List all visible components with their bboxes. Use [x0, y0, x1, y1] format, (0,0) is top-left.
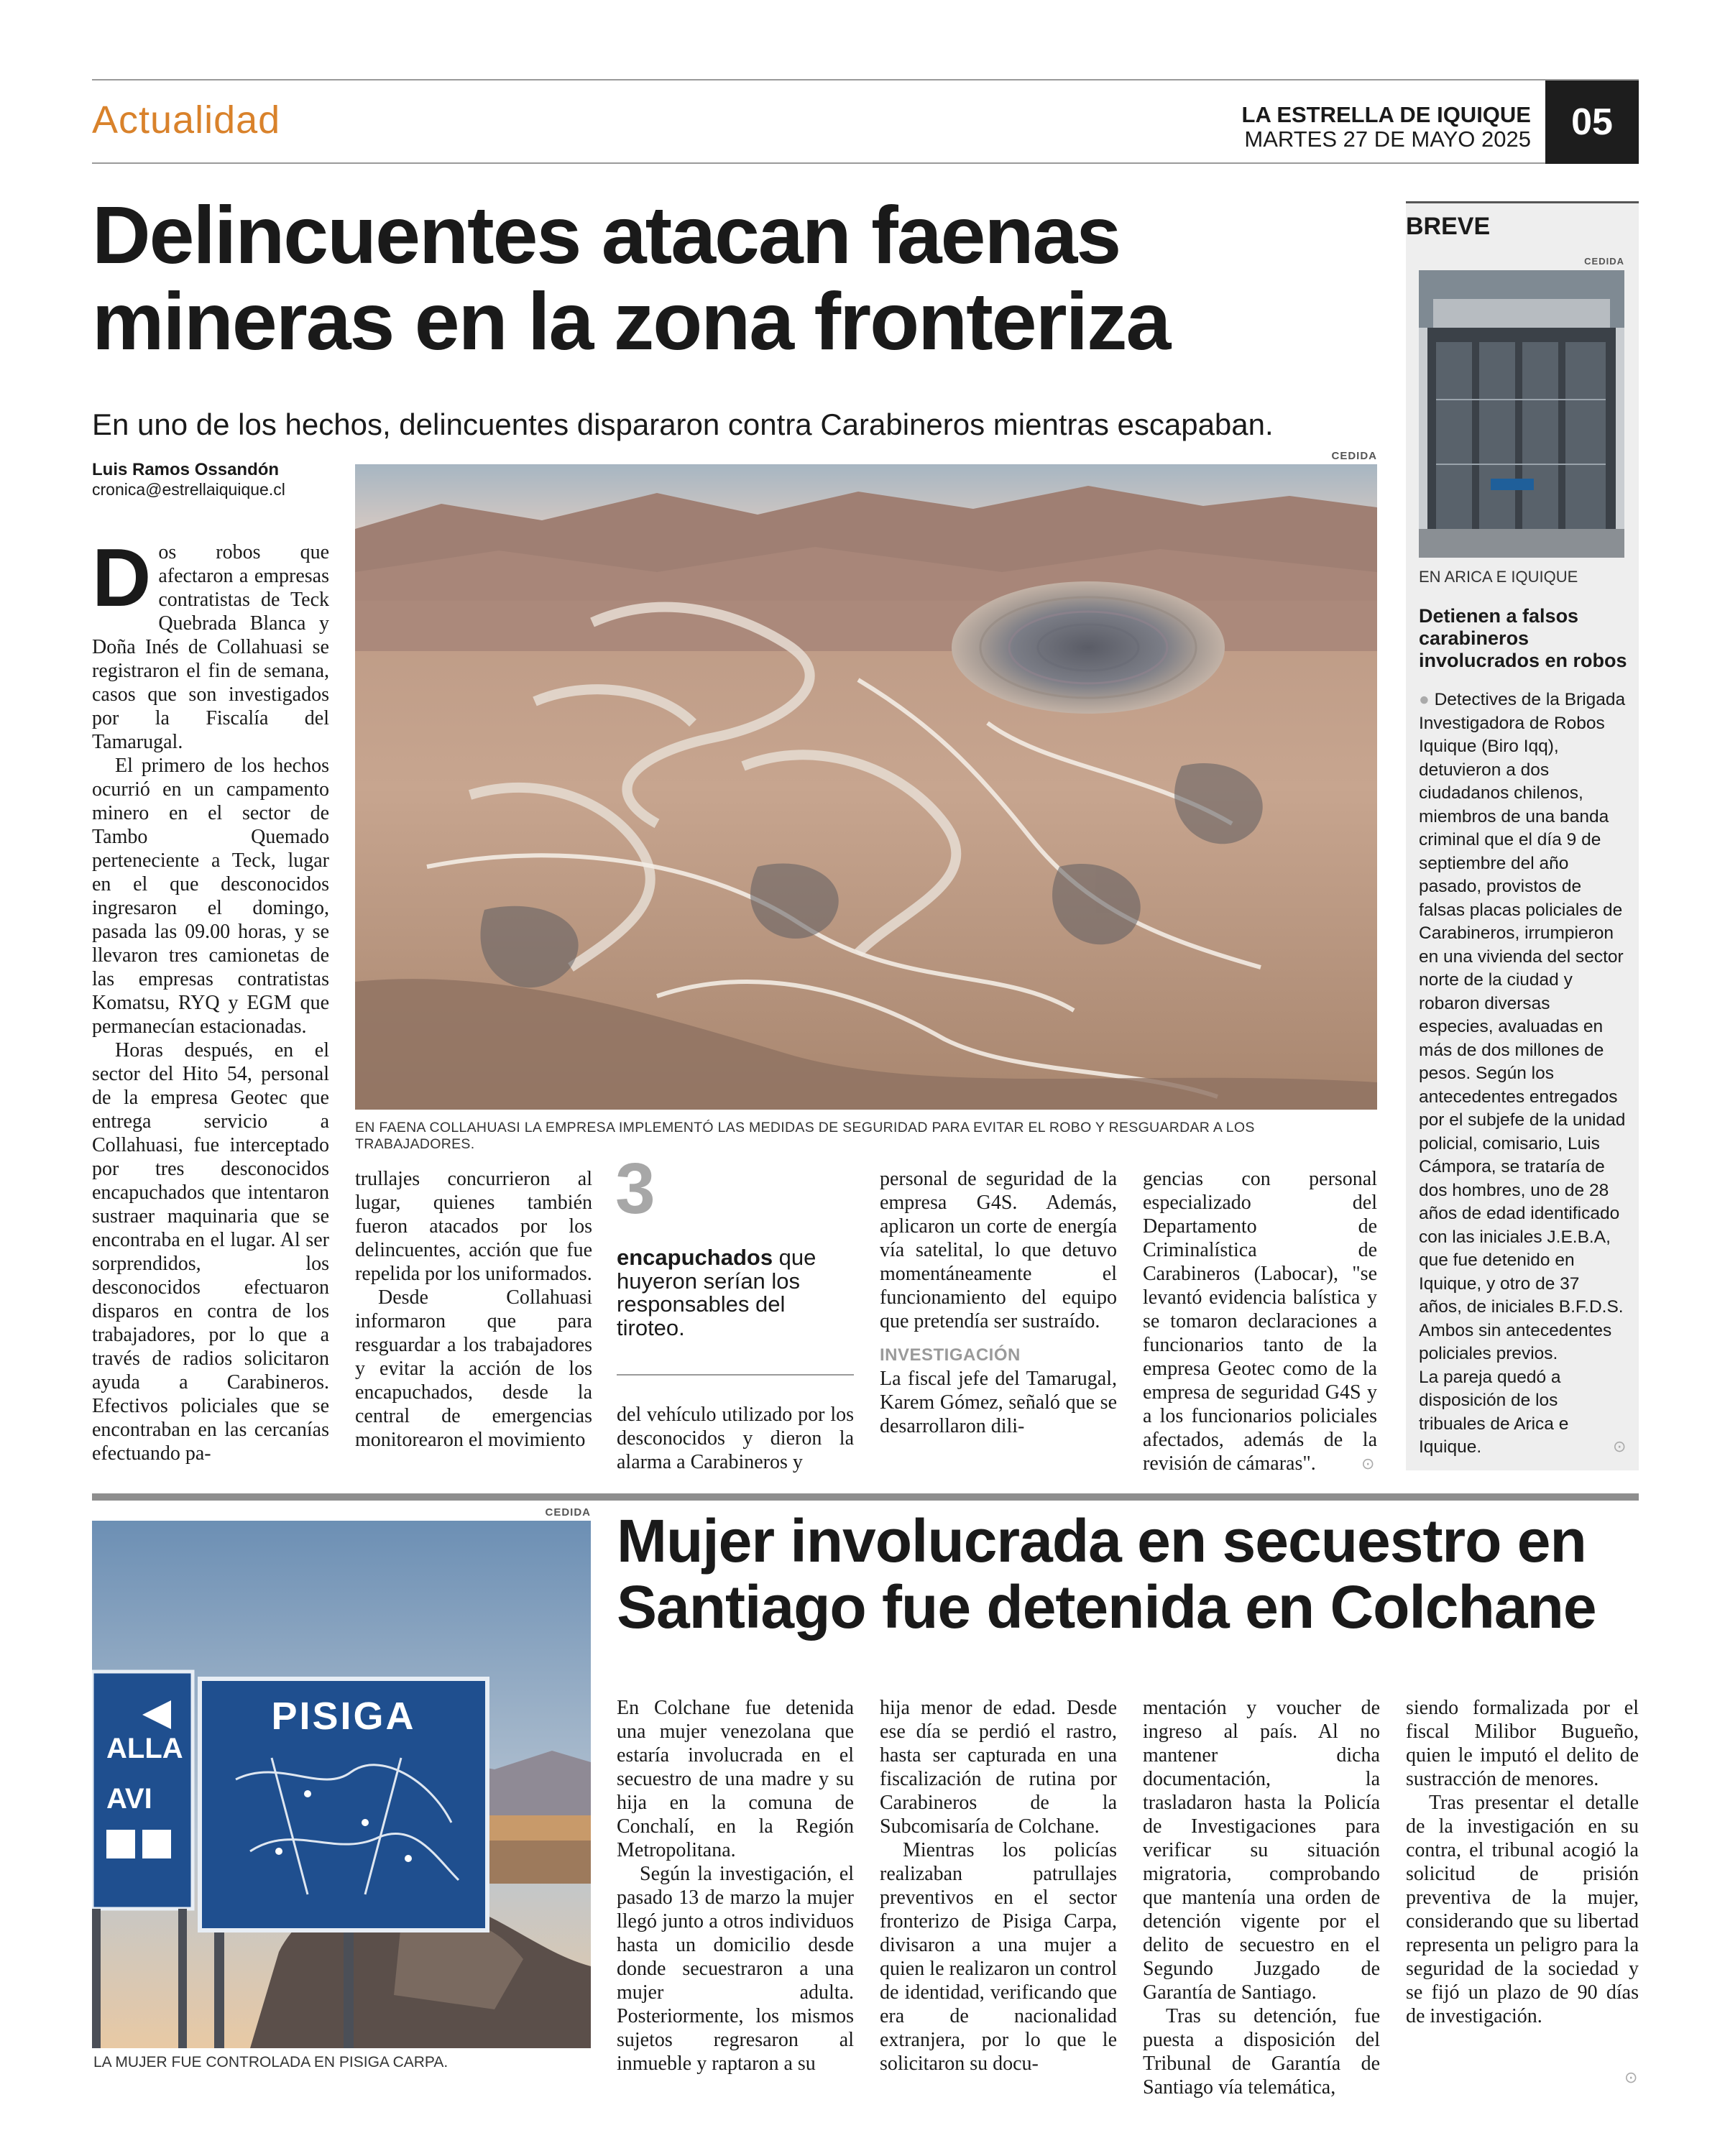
- pull-quote: [617, 1246, 854, 1340]
- breve-title: BREVE: [1406, 213, 1491, 240]
- story-divider: [92, 1493, 1639, 1501]
- story2-column-1: [617, 1696, 854, 2076]
- story2-end-icon: ⊙: [1624, 2068, 1638, 2086]
- story2-column-4: [1406, 1696, 1639, 2028]
- sidebar-headline: Detienen a falsos carabineros involucrados en robos: [1419, 605, 1627, 671]
- sidebar-end-icon: ⊙: [1613, 1437, 1627, 1455]
- sidebar-body-text: Detectives de la Brigada Investigadora de Robos Iquique (Biro Iqq), detuvieron a dos ciudadanos chilenos, miembros de una banda criminal que el día 9 de septiembre del año pasado, provistos de falsas placas policiales de Carabineros, irrumpieron en una vivienda del sector norte de la ciudad y robaron diversas especies, avaluadas en más de dos millones de pesos. Según los antecedentes entregados por el subjefe de la unidad policial, comisario, Luis Cámpora, se trataría de dos hombres, uno de 28 años de edad identificado con las iniciales J.E.B.A, que fue detenido en Iquique, y otro de 37 años, de iniciales B.F.D.S. Ambos sin antecedentes policiales previos.: [1419, 690, 1626, 1363]
- byline-email: cronica@estrellaiquique.cl: [92, 480, 285, 499]
- story2-paragraph-1: En Colchane fue detenida una mujer venezolana que estaría involucrada en el secuestro de una madre y su hija en la comuna de Conchalí, en la Región Metropolitana.: [617, 1697, 854, 1861]
- story1-end-icon: ⊙: [1361, 1455, 1375, 1473]
- story2-column-2: [880, 1696, 1117, 2076]
- section-label: Actualidad: [92, 98, 281, 142]
- story2-headline-line2: Santiago fue detenida en Colchane: [617, 1573, 1596, 1641]
- top-rule: [92, 79, 1639, 80]
- sidebar-body: [1419, 688, 1627, 1460]
- pull-quote-rule: [617, 1374, 854, 1376]
- page-number: 05: [1545, 80, 1639, 164]
- sign-side-label-2: AVI: [106, 1783, 152, 1815]
- story2-paragraph-8: Tras presentar el detalle de la investigación en su contra, el tribunal acogió la solicitud de prisión preventiva de la mujer, considerando que su libertad representa un peligro para la seguridad de la sociedad y se fijó un plazo de 90 días de investigación.: [1406, 1792, 1639, 2027]
- subheadline: En uno de los hechos, delincuentes dispararon contra Carabineros mientras escapaban.: [92, 407, 1274, 441]
- story1-paragraph-1: os robos que afectaron a empresas contratistas de Teck Quebrada Blanca y Doña Inés de Collahuasi se registraron el fin de semana, casos que son investigados por la Fiscalía del Tamarugal.: [92, 541, 329, 753]
- story1-paragraph-4: trullajes concurrieron al lugar, quienes también fueron atacados por los delincuentes, acción que fue repelida por los uniformados.: [355, 1168, 592, 1285]
- building-photo: [1419, 270, 1624, 558]
- mine-photo-credit: CEDIDA: [1331, 450, 1377, 462]
- story1-paragraph-5: Desde Collahuasi informaron que para resguardar a los trabajadores y evitar la acción de los encapuchados, desde la central de emergencias monitorearon el movimiento: [355, 1286, 592, 1451]
- story2-paragraph-2: Según la investigación, el pasado 13 de marzo la mujer llegó junto a otros individuos hasta un domicilio desde donde secuestraron a una mujer adulta. Posteriormente, los mismos sujetos regresaron al inmueble y raptaron a su: [617, 1863, 854, 2075]
- story2-paragraph-4: Mientras los policías realizaban patrullajes preventivos en el sector fronterizo de Pisiga Carpa, divisaron a una mujer a quien le realizaron un control de identidad, verificando que era de nacionalidad extranjera, por lo que le solicitaron su docu-: [880, 1839, 1117, 2075]
- pisiga-sign-photo: [92, 1521, 591, 2048]
- story2-headline: [617, 1508, 1637, 1641]
- story1-paragraph-6: del vehículo utilizado por los desconocidos y dieron la alarma a Carabineros y: [617, 1404, 854, 1473]
- main-headline-line1: Delincuentes atacan faenas: [92, 190, 1121, 280]
- story1-paragraph-7: personal de seguridad de la empresa G4S. Además, aplicaron un corte de energía vía satelital, lo que detuvo momentáneamente el funcionamiento del equipo que pretendía ser sustraído.: [880, 1168, 1117, 1332]
- dropcap: D: [92, 533, 152, 624]
- sidebar-photo-credit: CEDIDA: [1584, 256, 1624, 267]
- investigation-subtitle: INVESTIGACIÓN: [880, 1345, 1021, 1365]
- story2-paragraph-7: siendo formalizada por el fiscal Milibor Bugueño, quien le imputó el delito de sustracción de menores.: [1406, 1697, 1639, 1790]
- story1-paragraph-9: gencias con personal especializado del Departamento de Criminalística de Carabineros (Labocar), "se levantó evidencia balística y se tomaron declaraciones a funcionarios tanto de la empresa Geotec como de la empresa de seguridad G4S y a los funcionarios policiales afectados, además de la revisión de cámaras".: [1143, 1168, 1377, 1475]
- building-illustration: [1419, 270, 1624, 558]
- newspaper-name: LA ESTRELLA DE IQUIQUE: [1241, 102, 1531, 127]
- story1-column-3-bottom: [617, 1403, 854, 1474]
- main-headline: [92, 190, 1285, 367]
- sign-side-label: ALLA: [106, 1733, 183, 1764]
- mine-aerial-photo: [355, 464, 1377, 1110]
- colchane-photo-credit: CEDIDA: [545, 1506, 591, 1519]
- story1-column-2: [355, 1167, 592, 1452]
- story2-headline-line1: Mujer involucrada en secuestro en: [617, 1507, 1586, 1575]
- colchane-photo-caption: LA MUJER FUE CONTROLADA EN PISIGA CARPA.: [93, 2054, 448, 2070]
- story2-paragraph-6: Tras su detención, fue puesta a disposición del Tribunal de Garantía de Santiago vía telemática,: [1143, 2005, 1380, 2099]
- story1-column-5: [1143, 1167, 1377, 1475]
- sidebar-location: EN ARICA E IQUIQUE: [1419, 568, 1578, 586]
- publication-date: MARTES 27 DE MAYO 2025: [1244, 126, 1531, 152]
- sign-title: PISIGA: [271, 1695, 416, 1738]
- header-bottom-rule: [92, 162, 1545, 164]
- story2-paragraph-5: mentación y voucher de ingreso al país. Al no mantener dicha documentación, la trasladaron hasta la Policía de Investigaciones para verificar su situación migratoria, comprobando que mantenía una orden de detención vigente por el delito de secuestro en el Segundo Juzgado de Garantía de Santiago.: [1143, 1697, 1380, 2004]
- sidebar-top-rule: [1406, 201, 1639, 203]
- story1-paragraph-3: Horas después, en el sector del Hito 54, personal de la empresa Geotec que entrega servicio a Collahuasi, fue interceptado por tres desconocidos encapuchados que intentaron sustraer maquinaria que se encontraba en el lugar. Al ser sorprendidos, los desconocidos efectuaron disparos en contra de los trabajadores, por lo que a través de radios solicitaron ayuda a Carabineros. Efectivos policiales que se encontraban en las cercanías efectuando pa-: [92, 1039, 329, 1465]
- story1-paragraph-2: El primero de los hechos ocurrió en un campamento minero en el sector de Tambo Quemado perteneciente a Teck, lugar en el que desconocidos ingresaron el domingo, pasada las 09.00 horas, y se llevaron tres camionetas de las empresas contratistas Komatsu, RYQ y EGM que permanecían estacionadas.: [92, 755, 329, 1038]
- sidebar-bullet-icon: ●: [1419, 690, 1435, 709]
- pull-quote-bold: encapuchados: [617, 1245, 773, 1270]
- story2-column-3: [1143, 1696, 1380, 2099]
- mine-photo-illustration: [355, 464, 1377, 1110]
- story1-column-4: [880, 1167, 1117, 1438]
- pull-quote-rest: que huyeron serían los responsables del tiroteo.: [617, 1245, 816, 1340]
- main-headline-line2: mineras en la zona fronteriza: [92, 275, 1170, 367]
- sidebar-body-text-2: La pareja quedó a disposición de los tribuales de Arica e Iquique.: [1419, 1367, 1569, 1457]
- story1-column-1: [92, 533, 329, 1465]
- mine-photo-caption: EN FAENA COLLAHUASI LA EMPRESA IMPLEMENTÓ LAS MEDIDAS DE SEGURIDAD PARA EVITAR EL ROBO Y RESGUARDAR A LOS TRABAJADORES.: [355, 1120, 1255, 1152]
- story1-paragraph-8: La fiscal jefe del Tamarugal, Karem Gómez, señaló que se desarrollaron dili-: [880, 1368, 1117, 1437]
- pisiga-sign-illustration: [92, 1521, 591, 2048]
- story2-paragraph-3: hija menor de edad. Desde ese día se perdió el rastro, hasta ser capturada en una fiscalización de rutina por Carabineros de la Subcomisaría de Colchane.: [880, 1697, 1117, 1838]
- pull-quote-number: 3: [615, 1148, 656, 1229]
- byline-author: Luis Ramos Ossandón: [92, 460, 280, 479]
